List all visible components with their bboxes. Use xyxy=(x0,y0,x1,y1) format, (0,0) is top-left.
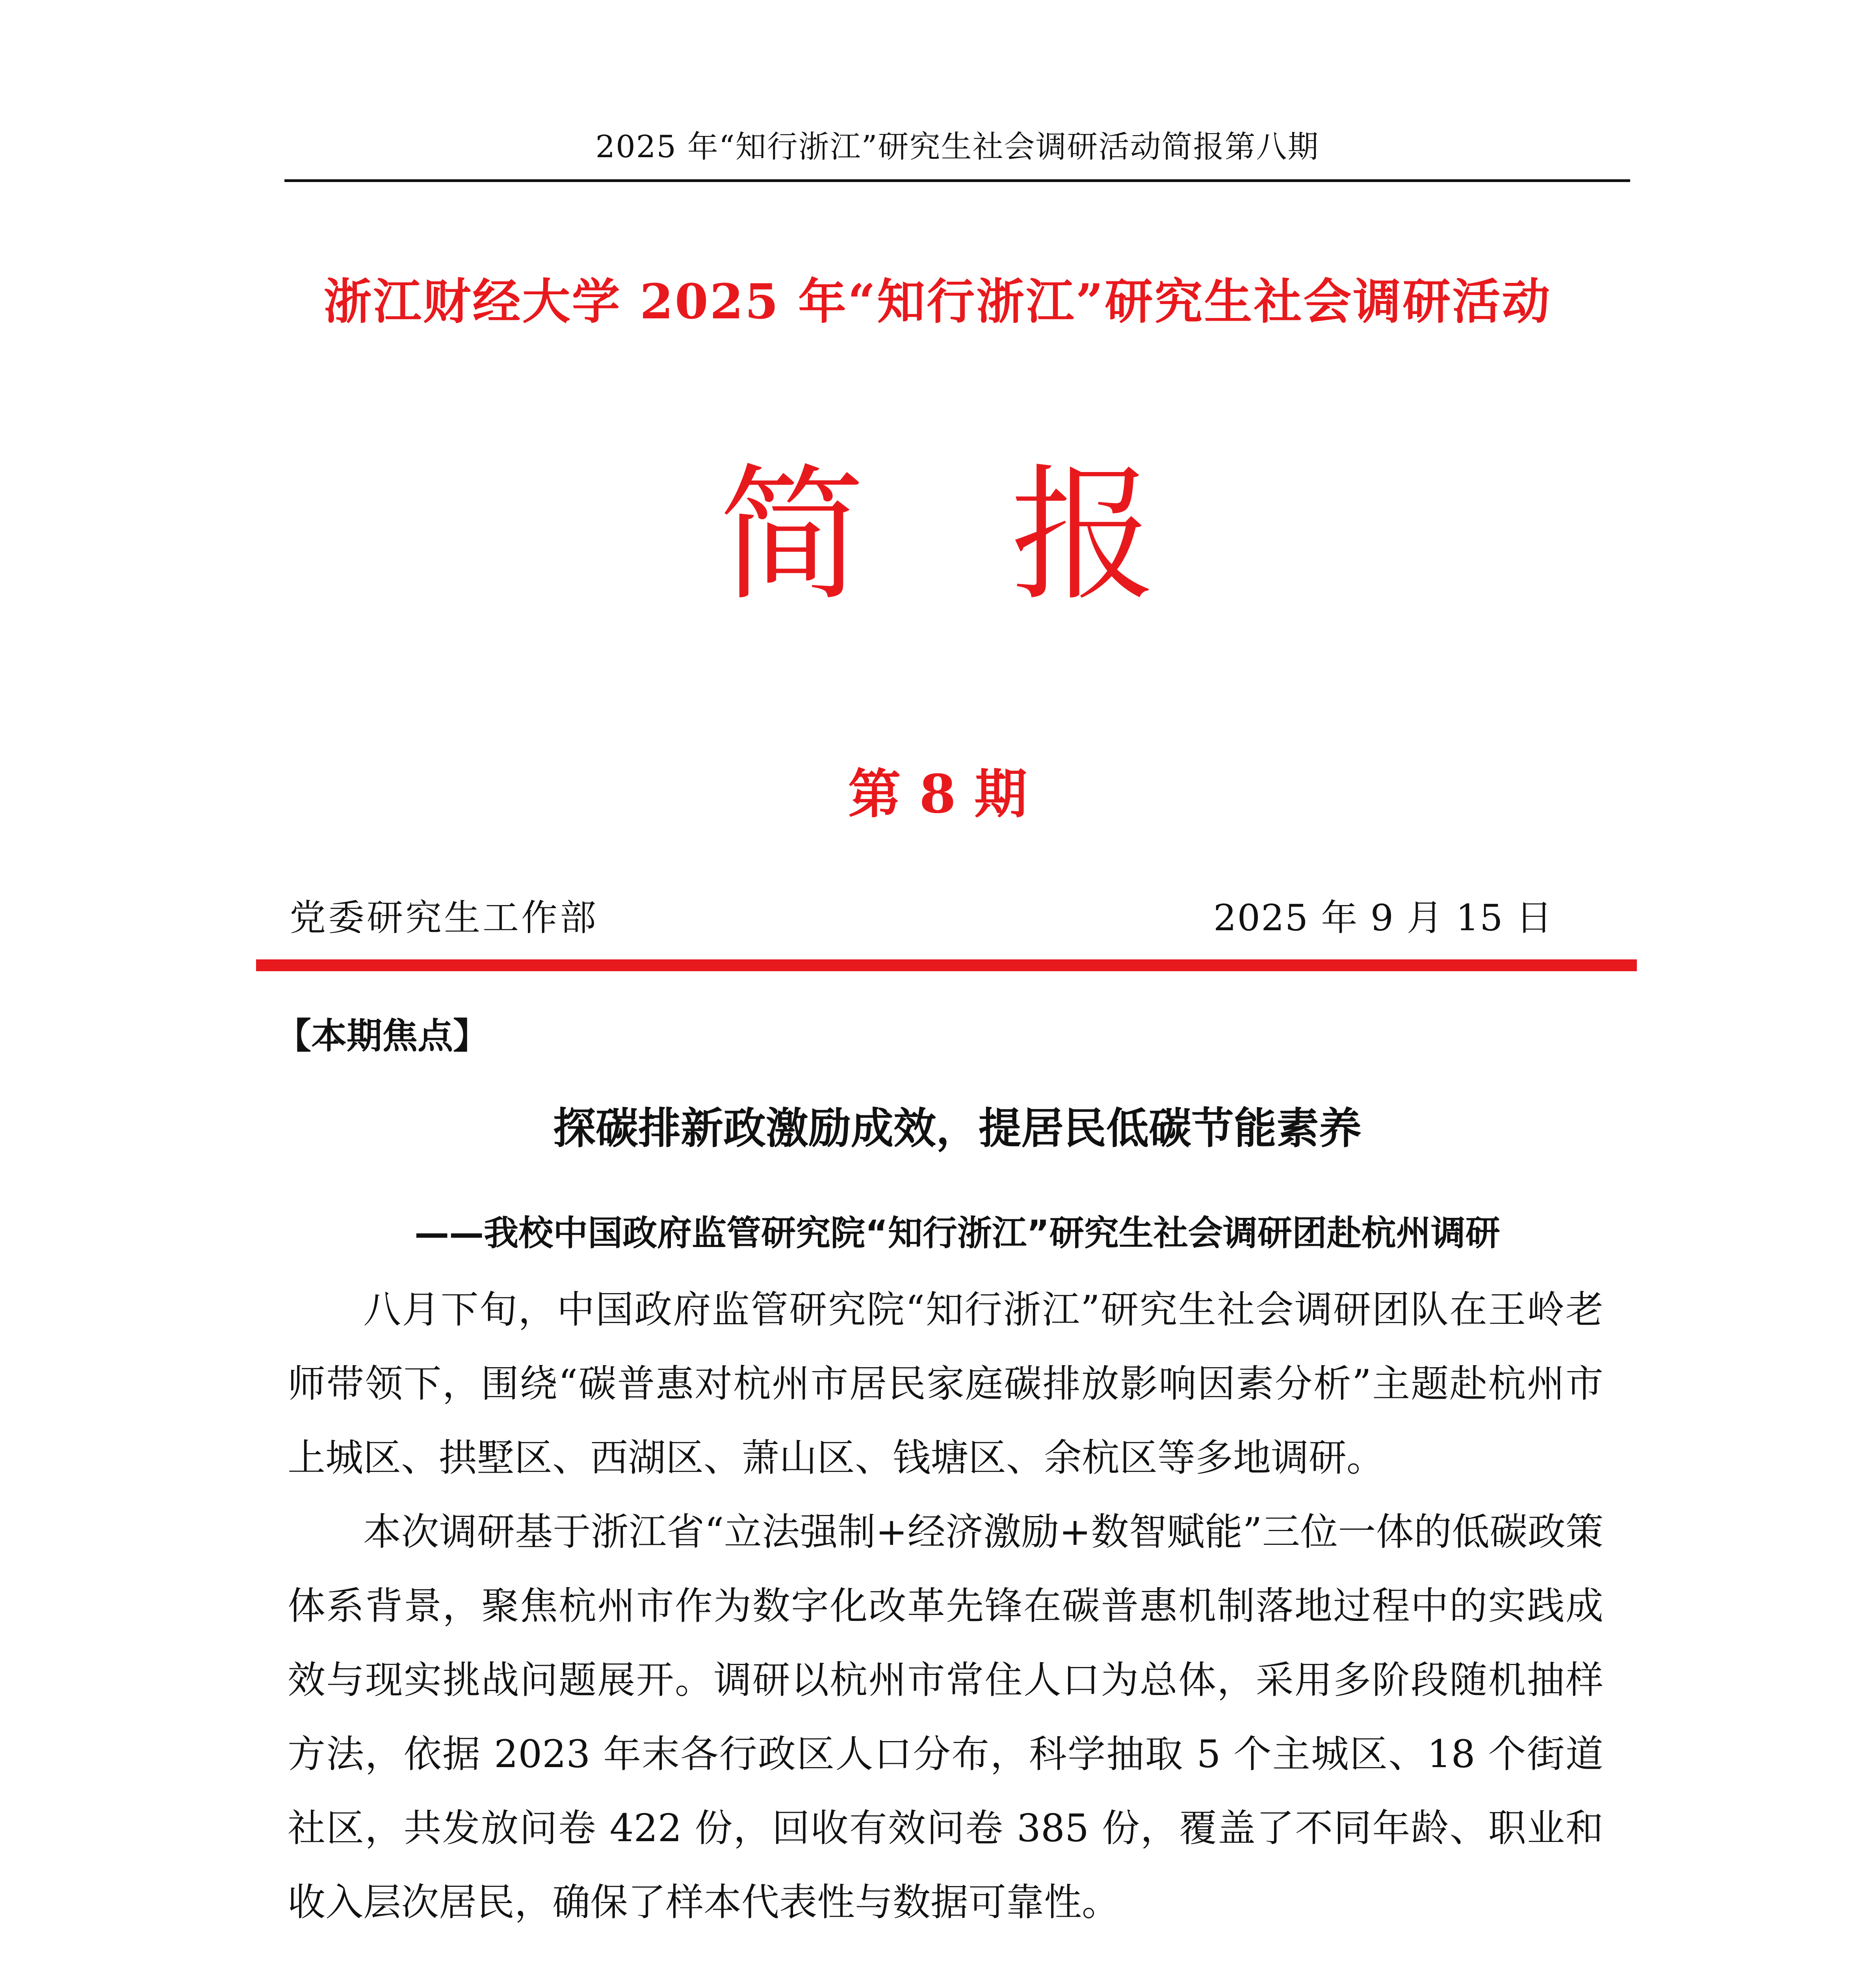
issue-number: 第 8 期 xyxy=(848,763,1027,825)
org-title: 浙江财经大学 2025 年“知行浙江”研究生社会调研活动 xyxy=(323,273,1552,330)
department: 党委研究生工作部 xyxy=(290,897,599,939)
focus-label: 【本期焦点】 xyxy=(276,1015,489,1057)
paragraph: 八月下旬，中国政府监管研究院“知行浙江”研究生社会调研团队在王岭老师带领下，围绕“碳普惠对杭州市居民家庭碳排放影响因素分析”主题赴杭州市上城区、拱墅区、西湖区、萧山区、钱塘区、余杭区等多地调研。 xyxy=(288,1288,1603,1480)
paragraph: 本次调研基于浙江省“立法强制+经济激励+数智赋能”三位一体的低碳政策体系背景，聚焦杭州市作为数字化改革先锋在碳普惠机制落地过程中的实践成效与现实挑战问题展开。调研以杭州市常住人口为总体，采用多阶段随机抽样方法，依据 2023 年末各行政区人口分布，科学抽取 5 个主城区、18 个街道社区，共发放问卷 422 份，回收有效问卷 385 份，覆盖了不同年龄、职业和收入层次居民，确保了样本代表性与数据可靠性。 xyxy=(288,1510,1603,1924)
running-header: 2025 年“知行浙江”研究生社会调研活动简报第八期 xyxy=(595,129,1319,165)
article-headline: 探碳排新政激励成效，提居民低碳节能素养 xyxy=(553,1104,1361,1153)
bulletin-title: 简 报 xyxy=(719,451,1156,621)
red-divider xyxy=(256,959,1637,971)
header-divider xyxy=(284,179,1630,182)
article-body xyxy=(288,1273,1603,1939)
article-subheadline: ——我校中国政府监管研究院“知行浙江”研究生社会调研团赴杭州调研 xyxy=(414,1213,1500,1253)
publish-date: 2025 年 9 月 15 日 xyxy=(1213,897,1553,939)
